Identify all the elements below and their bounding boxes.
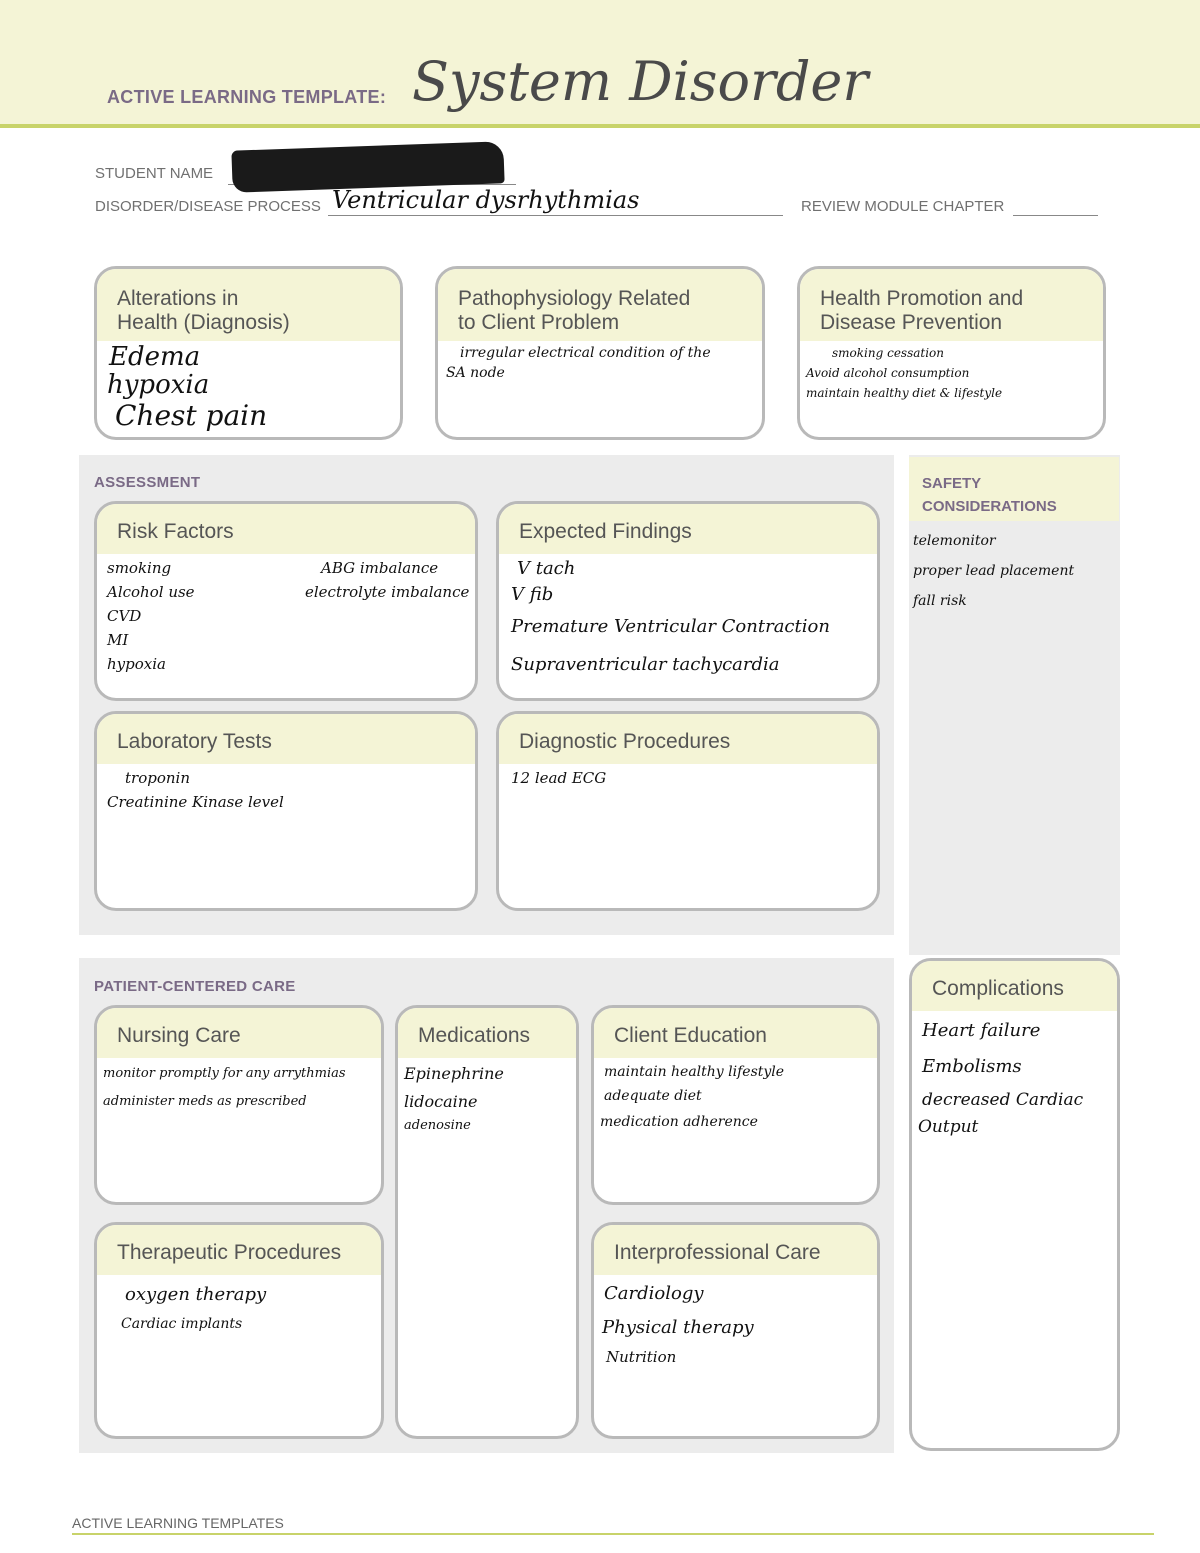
safety-item: fall risk (913, 593, 967, 609)
expected-finding-item: V fib (511, 584, 554, 605)
alterations-title: Alterations in Health (Diagnosis) (117, 287, 290, 334)
health-promotion-content[interactable] (806, 343, 1097, 431)
medication-item: adenosine (404, 1118, 471, 1133)
complication-item: Output (918, 1117, 979, 1137)
interprofessional-care-item: Cardiology (604, 1283, 704, 1304)
nursing-care-box (94, 1005, 384, 1205)
nursing-care-item: monitor promptly for any arrythmias (103, 1066, 346, 1081)
complication-item: Heart failure (922, 1020, 1041, 1041)
review-module-label: REVIEW MODULE CHAPTER (801, 198, 1005, 215)
assessment-section-label: ASSESSMENT (94, 474, 201, 491)
risk-factors-title: Risk Factors (117, 520, 234, 543)
review-module-line[interactable] (1013, 215, 1098, 216)
template-label: ACTIVE LEARNING TEMPLATE: (107, 87, 387, 107)
complications-content[interactable] (918, 1013, 1111, 1442)
pathophysiology-item: irregular electrical condition of the (460, 345, 711, 361)
alterations-item: hypoxia (107, 370, 210, 400)
client-education-title: Client Education (614, 1024, 767, 1047)
medications-title: Medications (418, 1024, 531, 1047)
interprofessional-care-box (591, 1222, 880, 1439)
laboratory-test-item: troponin (125, 769, 190, 787)
expected-finding-item: Premature Ventricular Contraction (511, 616, 830, 637)
expected-findings-content[interactable] (505, 556, 871, 692)
medications-content[interactable] (404, 1060, 570, 1430)
expected-finding-item: V tach (517, 558, 576, 579)
medication-item: Epinephrine (404, 1064, 504, 1083)
health-promotion-item: maintain healthy diet & lifestyle (806, 386, 1003, 400)
diagnostic-procedure-item: 12 lead ECG (511, 769, 607, 787)
header-divider (0, 124, 1200, 128)
risk-factor-item: ABG imbalance (321, 559, 439, 577)
pathophysiology-box (435, 266, 765, 440)
footer-divider (72, 1533, 1154, 1535)
client-education-item: maintain healthy lifestyle (604, 1064, 785, 1080)
client-education-item: medication adherence (600, 1114, 758, 1130)
medications-box (395, 1005, 579, 1439)
nursing-care-title: Nursing Care (117, 1024, 241, 1047)
safety-content[interactable] (913, 526, 1074, 616)
template-title: System Disorder (412, 50, 869, 113)
student-name-redaction (231, 141, 504, 192)
risk-factor-item: electrolyte imbalance (305, 583, 470, 601)
safety-title: SAFETY CONSIDERATIONS (922, 475, 1057, 515)
disorder-line (328, 215, 783, 216)
therapeutic-procedures-content[interactable] (103, 1277, 375, 1430)
health-promotion-item: Avoid alcohol consumption (806, 366, 970, 380)
complication-item: decreased Cardiac (922, 1090, 1084, 1110)
expected-findings-title: Expected Findings (519, 520, 692, 543)
risk-factor-item: smoking (107, 559, 172, 577)
medication-item: lidocaine (404, 1092, 478, 1111)
complications-box (909, 958, 1120, 1451)
alterations-item: Edema (109, 342, 201, 372)
disorder-value[interactable]: Ventricular dysrhythmias (332, 186, 640, 214)
diagnostic-procedures-title: Diagnostic Procedures (519, 730, 731, 753)
therapeutic-procedure-item: oxygen therapy (125, 1284, 267, 1305)
patient-centered-care-label: PATIENT-CENTERED CARE (94, 978, 296, 995)
interprofessional-care-content[interactable] (600, 1277, 871, 1430)
nursing-care-content[interactable] (103, 1060, 375, 1196)
risk-factor-item: CVD (107, 607, 142, 625)
laboratory-tests-title: Laboratory Tests (117, 730, 272, 753)
expected-finding-item: Supraventricular tachycardia (511, 654, 780, 675)
diagnostic-procedures-box (496, 711, 880, 911)
diagnostic-procedures-content[interactable] (505, 766, 871, 902)
pathophysiology-content[interactable] (444, 343, 756, 431)
therapeutic-procedure-item: Cardiac implants (121, 1316, 243, 1332)
client-education-content[interactable] (600, 1060, 871, 1196)
nursing-care-item: administer meds as prescribed (103, 1094, 307, 1109)
health-promotion-item: smoking cessation (832, 346, 945, 360)
laboratory-tests-content[interactable] (103, 766, 469, 902)
alterations-box (94, 266, 403, 440)
interprofessional-care-title: Interprofessional Care (614, 1241, 821, 1264)
pathophysiology-item: SA node (446, 365, 505, 381)
client-education-box (591, 1005, 880, 1205)
therapeutic-procedures-box (94, 1222, 384, 1439)
risk-factors-box (94, 501, 478, 701)
health-promotion-title: Health Promotion and Disease Prevention (820, 287, 1024, 334)
risk-factors-content[interactable] (103, 556, 469, 692)
expected-findings-box (496, 501, 880, 701)
disorder-label: DISORDER/DISEASE PROCESS (95, 198, 321, 215)
pathophysiology-title: Pathophysiology Related to Client Problem (458, 287, 691, 334)
laboratory-test-item: Creatinine Kinase level (107, 793, 284, 811)
alterations-content[interactable] (103, 343, 394, 431)
complications-title: Complications (932, 977, 1064, 1000)
interprofessional-care-item: Physical therapy (602, 1317, 754, 1338)
interprofessional-care-item: Nutrition (606, 1348, 677, 1366)
safety-item: telemonitor (913, 533, 996, 549)
health-promotion-box (797, 266, 1106, 440)
footer-text: ACTIVE LEARNING TEMPLATES (72, 1515, 284, 1531)
laboratory-tests-box (94, 711, 478, 911)
alterations-item: Chest pain (115, 399, 268, 432)
safety-item: proper lead placement (913, 563, 1075, 579)
risk-factor-item: MI (107, 631, 129, 649)
student-name-label: STUDENT NAME (95, 165, 214, 182)
risk-factor-item: Alcohol use (107, 583, 195, 601)
complication-item: Embolisms (922, 1056, 1022, 1077)
client-education-item: adequate diet (604, 1088, 702, 1104)
therapeutic-procedures-title: Therapeutic Procedures (117, 1241, 342, 1264)
risk-factor-item: hypoxia (107, 655, 166, 673)
